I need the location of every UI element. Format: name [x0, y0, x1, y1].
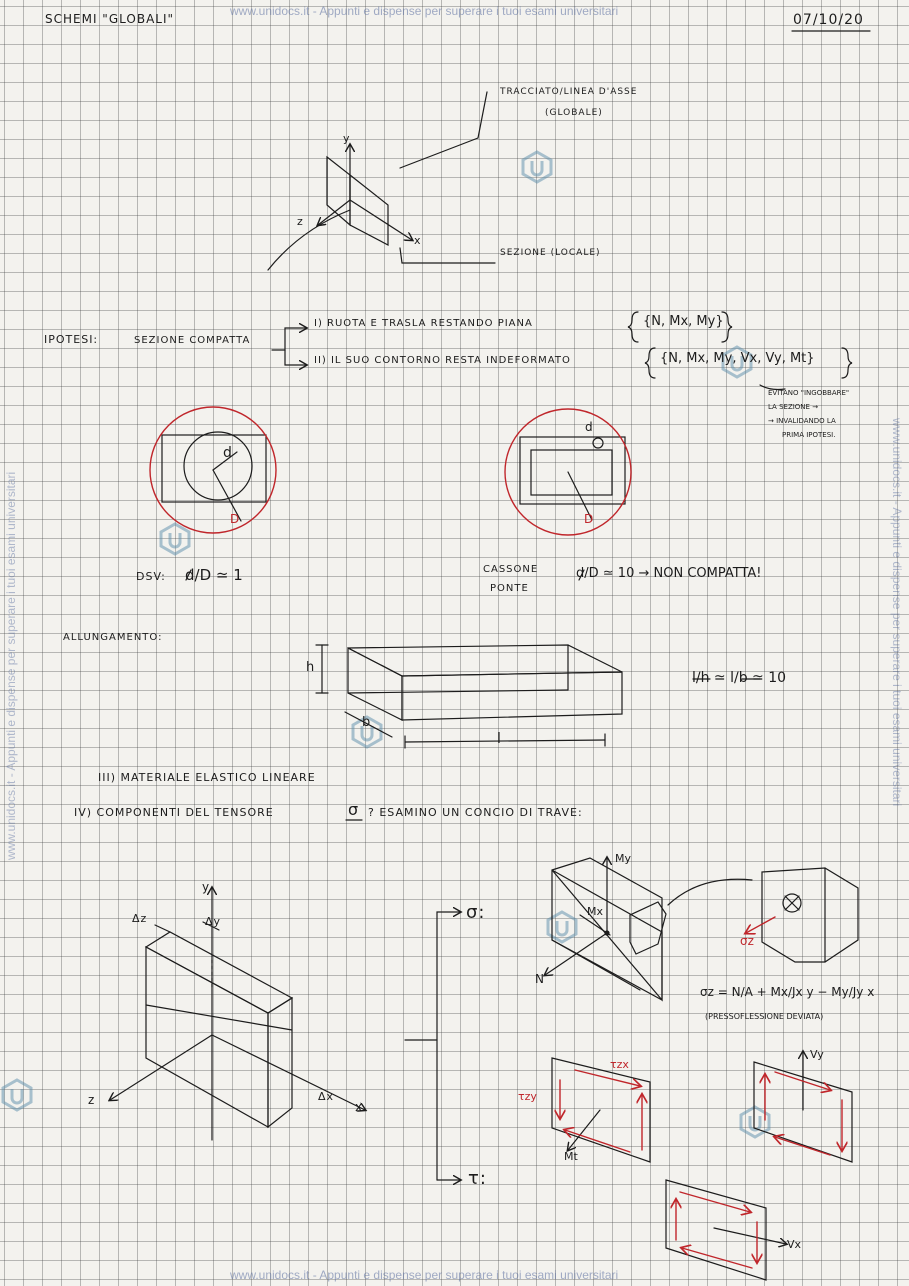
element-x-axis: x [355, 1100, 364, 1114]
sigma-z-label: σz [740, 934, 754, 948]
section-plane-figure [268, 92, 495, 270]
fig1-axis-x: x [414, 234, 422, 247]
ipotesi-h2: II) IL SUO CONTORNO RESTA INDEFORMATO [314, 355, 571, 366]
ponte-label: PONTE [490, 583, 529, 594]
fig1-section-label: SEZIONE (LOCALE) [500, 248, 601, 258]
element-dx-label: Δx [318, 1090, 335, 1103]
item-iv-sigma: σ [348, 800, 360, 819]
page-date: 07/10/20 [793, 12, 864, 28]
navier-formula: σz = N/A + Mx/Jx y − My/Jy x [700, 985, 875, 999]
tau-zy-label: τzy [518, 1090, 537, 1103]
ipotesi-section: SEZIONE COMPATTA [134, 335, 251, 346]
item-iv-prefix: IV) COMPONENTI DEL TENSORE [74, 806, 274, 819]
fig1-axis-z: z [297, 215, 304, 228]
dsv-section-figure [162, 432, 266, 521]
watermark-bottom[interactable]: www.unidocs.it - Appunti e dispense per superare i tuoi esami universitari [230, 1268, 619, 1282]
watermark-right: www.unidocs.it - Appunti e dispense per superare i tuoi esami universitari [890, 418, 904, 807]
ipotesi-label: IPOTESI: [44, 333, 99, 346]
watermark-top: www.unidocs.it - Appunti e dispense per superare i tuoi esami universitari [230, 4, 619, 18]
dsv-d-label: d [223, 445, 233, 461]
fig1-axis-y: y [343, 132, 351, 145]
element-y-axis: y [202, 880, 211, 894]
small-block-figure [762, 868, 858, 962]
fig1-line-sublabel: (GLOBALE) [545, 108, 603, 118]
cassone-d-label: d [585, 420, 594, 434]
watermark-left: www.unidocs.it - Appunti e dispense per superare i tuoi esami universitari [4, 471, 18, 860]
fig1-line-label: TRACCIATO/LINEA D'ASSE [500, 87, 638, 97]
torsion-Mt-label: Mt [564, 1150, 578, 1163]
ipotesi-note-2: LA SEZIONE → [768, 403, 819, 411]
ipotesi-h1: I) RUOTA E TRASLA RESTANDO PIANA [314, 318, 533, 329]
ipotesi-note-3: → INVALIDANDO LA [768, 417, 836, 425]
tau-branch-label: τ: [468, 1168, 487, 1189]
beam-cut-figure [545, 858, 752, 1000]
beam-figure [316, 645, 760, 748]
sigma-branch-label: σ: [466, 902, 486, 923]
beam-h-label: h [306, 660, 316, 675]
element-dy-label: Δy [205, 915, 222, 928]
ipotesi-note-4: PRIMA IPOTESI. [782, 431, 836, 439]
shear-panel-1 [552, 1058, 650, 1162]
moment-My-label: My [615, 852, 632, 865]
cassone-D-label: D [584, 512, 595, 526]
item-iv-suffix: ? ESAMINO UN CONCIO DI TRAVE: [368, 806, 583, 819]
ipotesi-h2-set: {N, Mx, My, Vx, Vy, Mt} [660, 351, 815, 366]
shear-Vx-label: Vx [787, 1238, 802, 1251]
dsv-label: DSV: [136, 570, 166, 583]
shear-panel-vx [666, 1180, 786, 1280]
navier-formula-note: (PRESSOFLESSIONE DEVIATA) [705, 1012, 824, 1021]
dsv-ratio: d/D ≃ 1 [185, 566, 243, 584]
cassone-ratio: d/D ≃ 10 → NON COMPATTA! [576, 566, 762, 581]
ipotesi-note-1: EVITANO "INGOBBARE" [768, 389, 850, 397]
cassone-label: CASSONE [483, 564, 539, 575]
beam-l-label: l [497, 731, 502, 747]
allungamento-label: ALLUNGAMENTO: [63, 632, 163, 643]
tau-zx-label: τzx [610, 1058, 629, 1071]
ipotesi-h1-set: {N, Mx, My} [643, 314, 724, 329]
cassone-section-figure [520, 437, 625, 520]
beam-b-label: b [362, 715, 372, 730]
dsv-D-label: D [230, 512, 241, 526]
element-z-axis: z [88, 1093, 96, 1107]
shear-Vy-label: Vy [810, 1048, 824, 1061]
force-N-label: N [535, 972, 545, 986]
element-dz-label: Δz [132, 912, 148, 925]
moment-Mx-label: Mx [587, 905, 604, 918]
page-title: SCHEMI "GLOBALI" [45, 12, 175, 26]
slenderness-ratio: l/h ≃ l/b ≃ 10 [692, 670, 787, 686]
item-iii: III) MATERIALE ELASTICO LINEARE [98, 771, 316, 784]
